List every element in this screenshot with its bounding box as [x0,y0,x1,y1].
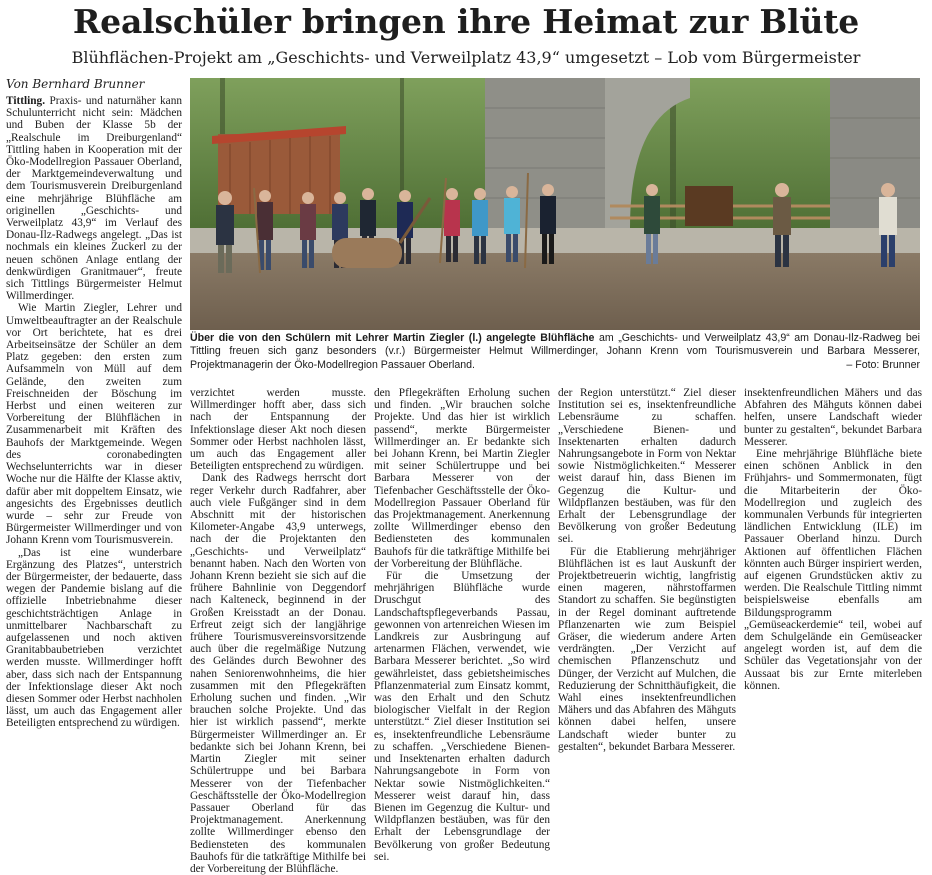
paragraph-3-continued: verzichtet werden musste. Willmerdinger hofft aber, dass sich nach der Entspannung der Infektionslage dieser Akt noch diesen Sommer oder Herbst nachholen lässt, um auch das Engagement aller Beteiligten entsprechend zu würdigen. [190,387,366,473]
headline: Realschüler bringen ihre Heimat zur Blüte [72,2,860,41]
article-column-1 [6,95,182,763]
paragraph-2: Wie Martin Ziegler, Lehrer und Umweltbeauftragter an der Realschule vor Ort berichtete, hat es drei Arbeitseinsätze der Schüler an dem Platz gegeben: den ersten zum Aufsammeln von Müll auf dem Gelände, den zweiten zum Freischneiden der Böschung im Herbst und einen weiteren zur Vorbereitung der Blühflächen in Zusammenarbeit mit Kräften des Bauhofs der Marktgemeinde. Wegen des coronabedingten Wechselunterrichts war in dieser Woche nur die Hälfte der Klasse aktiv, dafür aber mit doppeltem Einsatz, wie angesichts des Ergebnisses deutlich wurde – sehr zur Freude von Bürgermeister Willmerdinger und von Johann Krenn vom Tourismusverein. [6,302,182,547]
paragraph-1-text: Praxis- und naturnäher kann Schulunterricht nicht sein: Mädchen und Buben der Klasse 5b der „Realschule im Dreiburgenland“ Tittling haben in Kooperation mit der Öko-Modellregion Passauer Oberland, der Marktgemeindeverwaltung und dem Tourismusverein Dreiburgenland eine mehrjährige Blühfläche am originellen „Geschichts- und Verweilplatz 43,9“ im Verlauf des Donau-Ilz-Radwegs angelegt. „Das ist nochmals ein kleines Zuckerl zu der neuen schönen Anlage entlang der denkwürdigen Granitmauer“, freute sich Tittlings Bürgermeister Helmut Willmerdinger. [6,95,182,303]
paragraph-4: Dank des Radwegs herrscht dort reger Verkehr durch Radfahrer, aber auch viele Fußgänger sind in dem Abschnitt mit der historischen Kilometer-Angabe 43,9 unterwegs, nach der die Projektanten den „Geschichts- und Verweilplatz“ benannt haben. Nach den Worten von Johann Krenn bezieht sie sich auf die frühere Bahnlinie von Deggendorf nach Kalteneck, beginnend in der Großen Kreisstadt an der Donau. Erfreut zeigt sich der langjährige frühere Tourismusvereinsvorsitzende auch über die regelmäßige Nutzung des Geländes durch Bewohner des nahen Seniorenwohnheims, die hier zusammen mit den Pflegekräften Erholung suchen und finden. „Wir brauchen solche Projekte. Und das hier ist wirklich passend“, merkte Bürgermeister Willmerdinger an. Er bedankte sich bei Johann Krenn, bei Martin Ziegler mit seiner Schülertruppe und bei Barbara Messerer von der Tiefenbacher Geschäftsstelle der Öko-Modellregion Passauer Oberland für das Projektmanagement. Anerkennung zollte Willmerdinger ebenso den Bediensteten des kommunalen Bauhofs für die tatkräftige Mithilfe bei der Vorbereitung der Blühfläche. [190,472,366,875]
caption-text: am „Geschichts- und Verweilplatz 43,9“ am Donau-Ilz-Radweg bei Tittling freuen sich ganz besonders (v.r.) Bürgermeister Helmut Willmerdinger, Johann Krenn vom Tourismusverein und Barbara Messerer, Projektmanagerin der Öko-Modellregion Passauer Oberland. [190,332,920,371]
paragraph-7: Eine mehrjährige Blühfläche biete einen schönen Anblick in den Frühjahrs- und Sommermonaten, fügt die Mitarbeiterin der Öko-Modellregion und zugleich des kommunalen Verbunds für integrierten ländlichen Entwicklung (ILE) im Passauer Oberland hinzu. Durch Aktionen auf öffentlichen Flächen könnten auch Bürger inspiriert werden, auf eigenen Grundstücken aktiv zu werden. Die Realschule Tittling nimmt beispielsweise ebenfalls am Bildungsprogramm „Gemüseackerdemie“ teil, wobei auf dem Schulgelände ein Gemüseacker angelegt worden ist, auf dem die Schüler das Vegetationsjahr von der Aussaat bis zur Ernte miterleben können. [744,448,922,692]
article-column-3 [374,387,550,863]
article-column-2 [190,387,366,875]
byline: Von Bernhard Brunner [6,77,145,91]
paragraph-5: Für die Umsetzung der mehrjährigen Blühfläche wurde Druschgut des Landschaftspflegeverbands Passau, gewonnen von artenreichen Wiesen im Landkreis zur Ausbringung auf artenarmen Flächen, verwendet, wie Barbara Messerer berichtet. „So wird gewährleistet, dass gebietsheimisches Pflanzenmaterial zum Einsatz kommt, was den Erhalt und den Schutz biologischer Vielfalt in der Region unterstützt.“ Ziel dieser Institution sei es, insektenfreundliche Lebensräume zu schaffen. „Verschiedene Bienen- und Insektenarten erhalten dadurch Nahrungsangebote in Form von Nektar sowie Nistmöglichkeiten.“ Messerer weist darauf hin, dass Bienen im Gegenzug die Kultur- und Wildpflanzen bestäuben, was für den Erhalt der Lebensgrundlage der Bevölkerung von großer Bedeutung sei. [374,570,550,863]
dateline: Tittling. [6,95,46,107]
wooden-hut [212,126,346,214]
caption-lead: Über die von den Schülern mit Lehrer Martin Ziegler (l.) angelegte Blühfläche [190,332,595,344]
paragraph-1 [6,95,182,302]
paragraph-3: „Das ist eine wunderbare Ergänzung des Platzes“, unterstrich der Bürgermeister, der bedauerte, dass wegen der Pandemie bislang auf die offizielle Inbetriebnahme dieser geschichtsträchtigen Anlage in unmittelbarer Nachbarschaft zu aufgelassenen und noch aktiven Granitabbaubetrieben verzichtet werden musste. Willmerdinger hofft aber, dass sich nach der Entspannung der Infektionslage dieser Akt noch diesen Sommer oder Herbst nachholen lässt, um auch das Engagement aller Beteiligten entsprechend zu würdigen. [6,546,182,730]
article-column-4 [558,387,736,763]
photo-illustration [190,78,920,330]
article-column-5 [744,387,922,763]
paragraph-6: Für die Etablierung mehrjähriger Blühflächen ist es laut Auskunft der Projektbetreuerin wichtig, langfristig einen mageren, nährstoffarmen Standort zu schaffen. Sie begünstigten in der Regel dominant auftretende Pflanzenarten wie zum Beispiel Gräser, die wiederum andere Arten verdrängten. „Der Verzicht auf chemischen Pflanzenschutz und Dünger, der Verzicht auf Mulchen, die Reduzierung der Schnitthäufigkeit, die Wahl eines insektenfreundlichen Mähers und das Abfahren des Mähguts können dabei helfen, unsere Landschaft wieder bunter zu gestalten“, bekundet Barbara Messerer. [558,545,736,753]
paragraph-4-continued: den Pflegekräften Erholung suchen und finden. „Wir brauchen solche Projekte. Und das hier ist wirklich passend“, merkte Bürgermeister Willmerdinger an. Er bedankte sich bei Johann Krenn, bei Martin Ziegler mit seiner Schülertruppe und bei Barbara Messerer von der Tiefenbacher Geschäftsstelle der Öko-Modellregion Passauer Oberland für das Projektmanagement. Anerkennung zollte Willmerdinger ebenso den Bediensteten des kommunalen Bauhofs für die tatkräftige Mithilfe bei der Vorbereitung der Blühfläche. [374,387,550,570]
photo-credit: – Foto: Brunner [846,358,920,371]
paragraph-6-continued: insektenfreundlichen Mähers und das Abfahren des Mähguts können dabei helfen, unsere Landschaft wieder bunter zu gestalten“, bekundet Barbara Messerer. [744,387,922,448]
info-sign [685,186,733,226]
article-photo [190,78,920,330]
subheadline: Blühflächen-Projekt am „Geschichts- und Verweilplatz 43,9“ umgesetzt – Lob vom Bürgermeister [71,48,861,67]
paragraph-5-continued: der Region unterstützt.“ Ziel dieser Institution sei es, insektenfreundliche Lebensräume zu schaffen. „Verschiedene Bienen- und Insektenarten erhalten dadurch Nahrungsangebote in Form von Nektar sowie Nistmöglichkeiten.“ Messerer weist darauf hin, dass Bienen im Gegenzug die Kultur- und Wildpflanzen bestäuben, was für den Erhalt der Lebensgrundlage der Bevölkerung von großer Bedeutung sei. [558,387,736,546]
photo-caption [190,332,920,372]
